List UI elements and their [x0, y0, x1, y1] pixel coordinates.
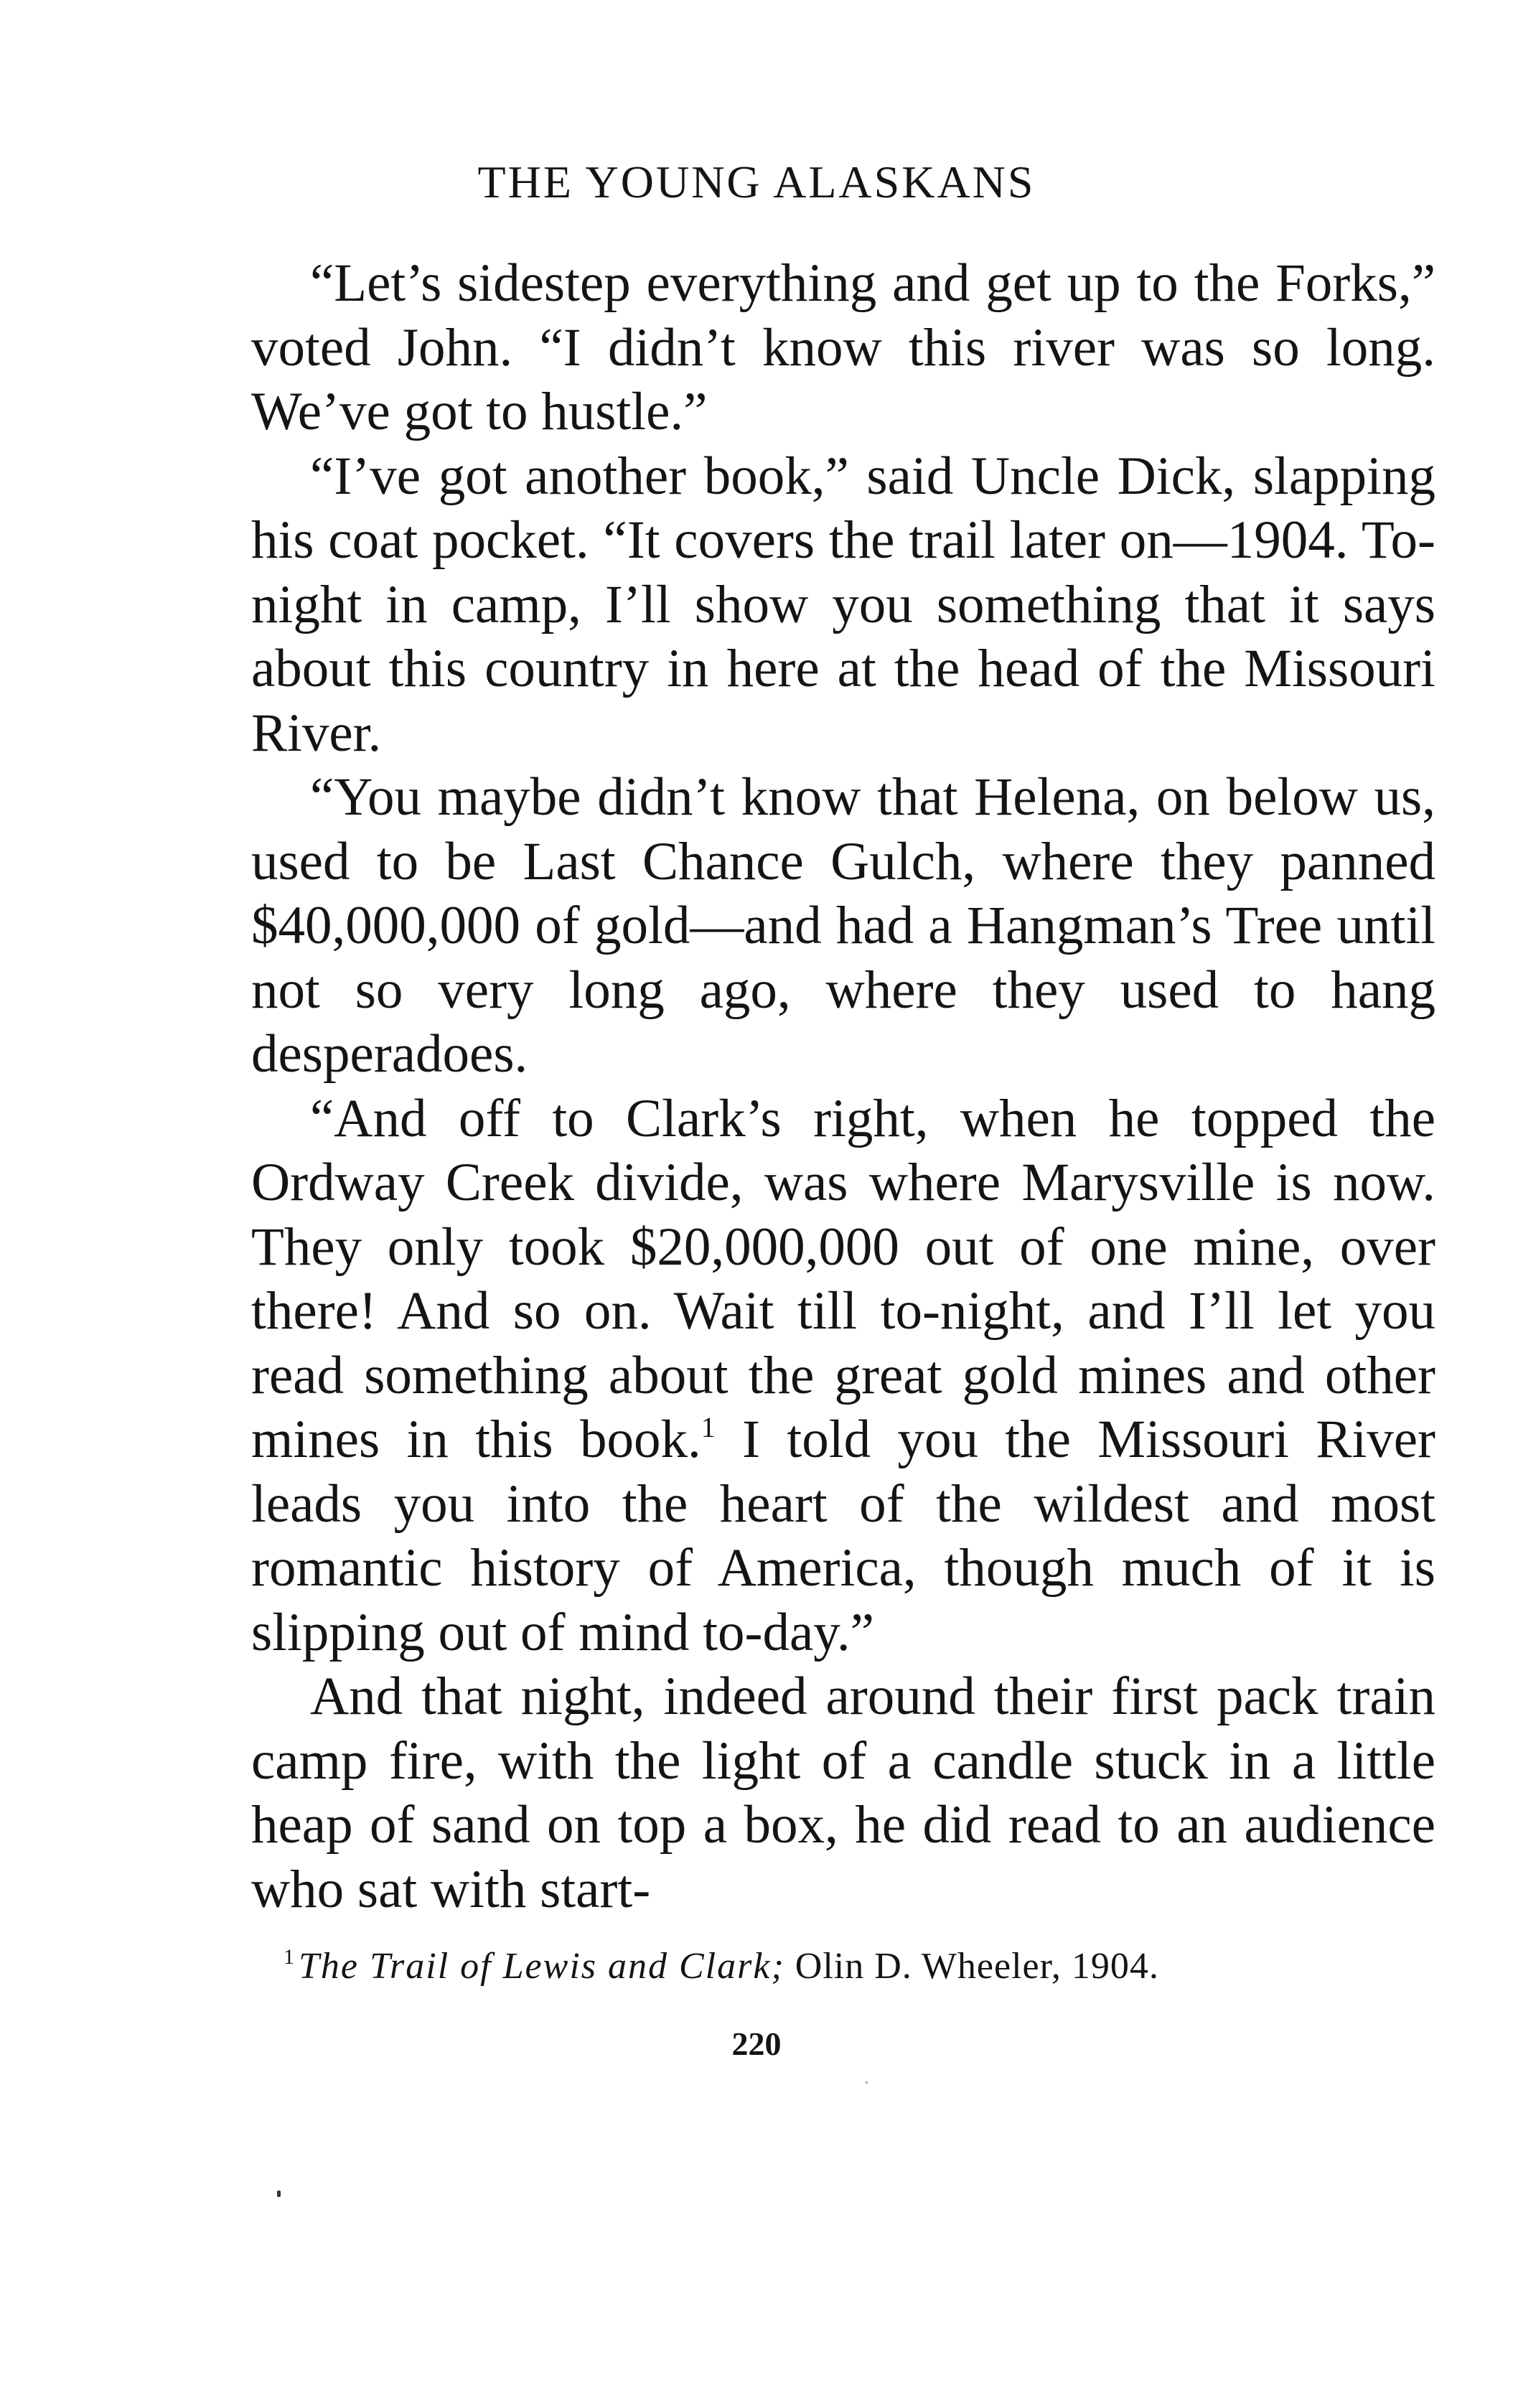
paragraph-2: “I’ve got another book,” said Uncle Dick, slapping his coat pocket. “It covers the trail later on—1904. To-night in camp, I’ll show you something that it says about this country in here at the head of the Missouri River.: [251, 446, 1435, 763]
paragraph-4: [251, 1087, 1435, 1665]
paragraph-5: And that night, indeed around their first pack train camp fire, with the light of a candle stuck in a little heap of sand on top a box, he did read to an audience who sat with start-: [251, 1667, 1435, 1919]
footnote: [284, 1946, 1435, 1985]
paragraph-4-text-a: “And off to Clark’s right, when he topped the Ordway Creek divide, was where Marysville is now. They only took $20,000,000 out of one mine, over there! And so on. Wait till to-night, and I’ll let you read something about the great gold mines and other mines in this book.: [251, 1088, 1435, 1469]
footnote-reference: 1: [701, 1411, 716, 1443]
paragraph-1: “Let’s sidestep everything and get up to the Forks,” voted John. “I didn’t know this river was so long. We’ve got to hustle.”: [251, 253, 1435, 441]
running-head: THE YOUNG ALASKANS: [477, 156, 1036, 207]
footnote-author-year: Olin D. Wheeler, 1904.: [784, 1946, 1159, 1987]
paragraph-3: “You maybe didn’t know that Helena, on below us, used to be Last Chance Gulch, where they panned $40,000,000 of gold—and had a Hangman’s Tree until not so very long ago, where they used to hang desperadoes.: [251, 767, 1435, 1084]
footnote-title: The Trail of Lewis and Clark;: [299, 1946, 785, 1987]
page-number: 220: [731, 2025, 782, 2062]
ink-speck: [277, 2191, 281, 2197]
footnote-mark: 1: [284, 1945, 294, 1969]
body-text: [251, 251, 1435, 1921]
ink-speck: [866, 2081, 868, 2084]
paragraph-4-text-b: I told you the Missouri River leads you into the heart of the wildest and most romantic history of America, though much of it is slipping out of mind to-day.”: [251, 1410, 1435, 1662]
